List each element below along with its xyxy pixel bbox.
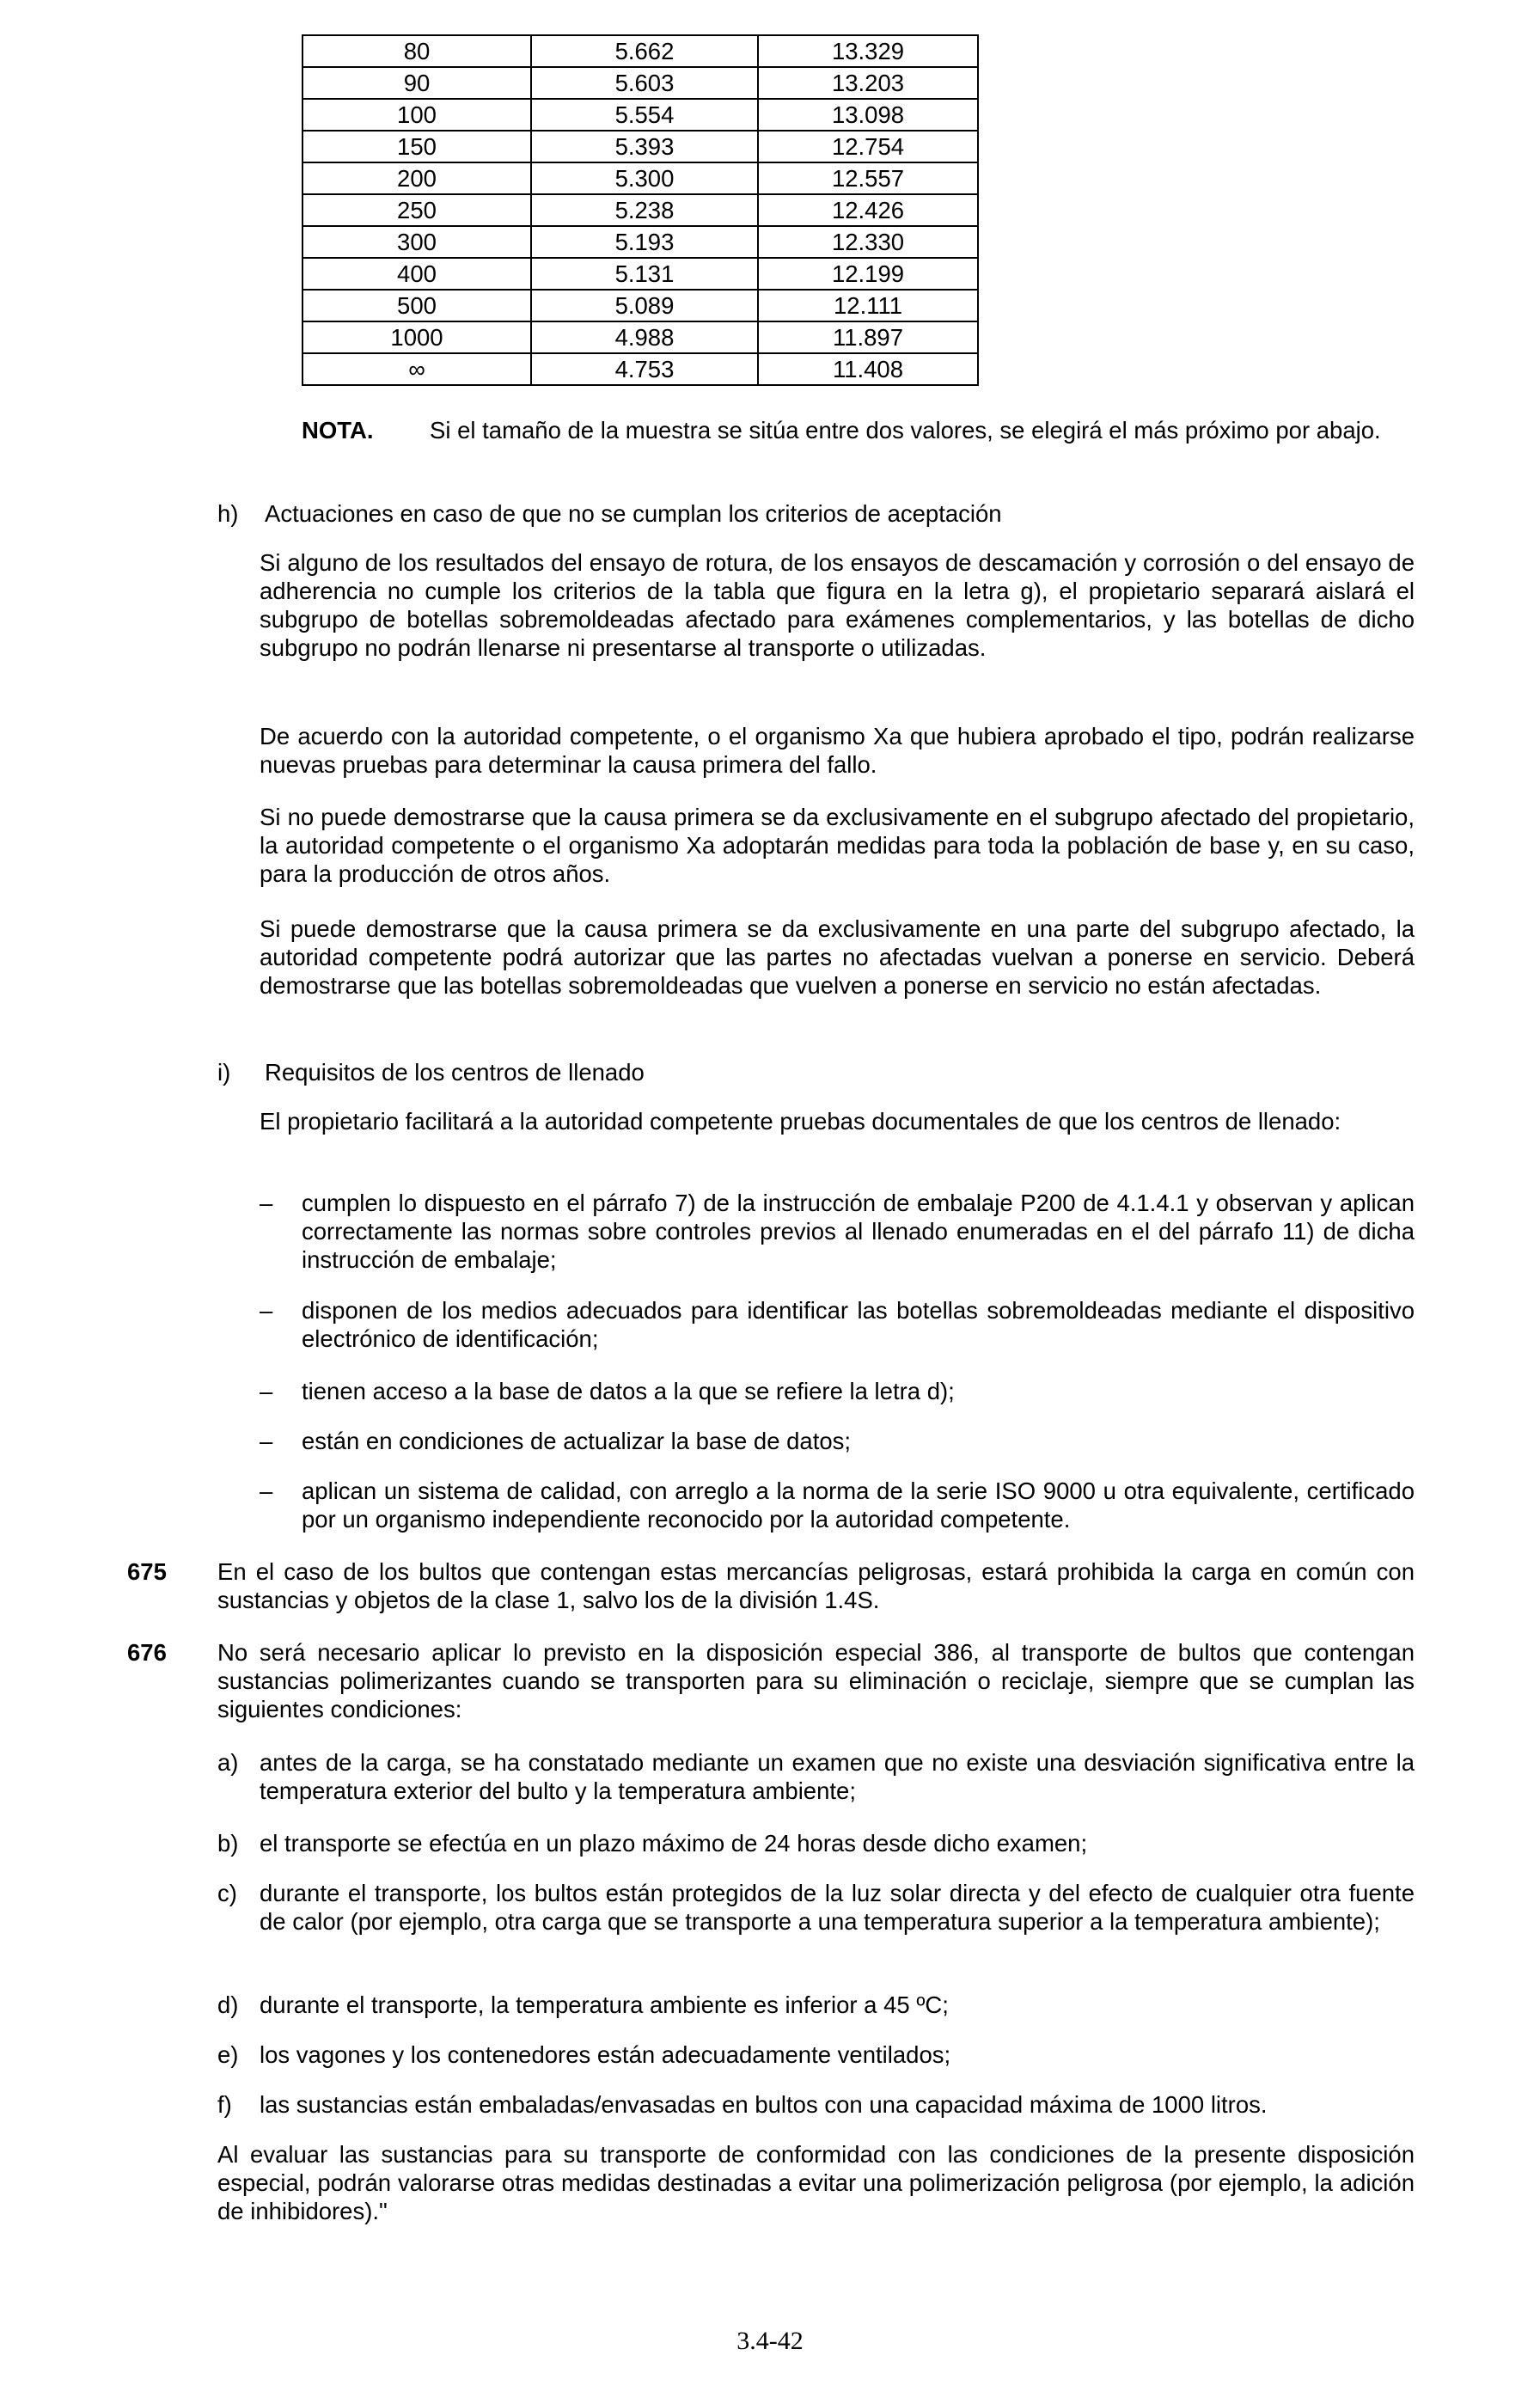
condition-label: b)	[217, 1830, 239, 1857]
dash-marker: –	[260, 1297, 273, 1324]
table-cell: 500	[302, 290, 531, 321]
condition-text: el transporte se efectúa en un plazo máximo de 24 horas desde dicho examen;	[260, 1830, 1088, 1857]
condition-text: los vagones y los contenedores están adecuadamente ventilados;	[260, 2041, 951, 2068]
condition-label: d)	[217, 1991, 239, 2018]
table-cell: 5.662	[531, 35, 758, 67]
table-cell: 150	[302, 131, 531, 162]
note-text: Si el tamaño de la muestra se sitúa entre dos valores, se elegirá el más próximo por abajo.	[430, 417, 1381, 444]
table-row	[302, 67, 978, 99]
table-row	[302, 99, 978, 131]
table-cell: 5.554	[531, 99, 758, 131]
section-h-paragraph: Si puede demostrarse que la causa primera se da exclusivamente en una parte del subgrupo afectado, la autoridad competente podrá autorizar que las partes no afectadas vuelvan a ponerse en servicio. Deberá demostrarse que las botellas sobremoldeadas que vuelven a ponerse en servicio no están afectadas.	[260, 915, 1415, 999]
section-h-label: h)	[217, 500, 239, 527]
table-cell: 12.199	[758, 258, 978, 290]
table-cell: 5.603	[531, 67, 758, 99]
table-cell: 100	[302, 99, 531, 131]
note-label: NOTA.	[302, 417, 374, 444]
condition-text: las sustancias están embaladas/envasadas en bultos con una capacidad máxima de 1000 litros.	[260, 2091, 1268, 2118]
table-cell: 11.408	[758, 353, 978, 385]
section-h-title: Actuaciones en caso de que no se cumplan los criterios de aceptación	[265, 500, 1002, 527]
table-row	[302, 258, 978, 290]
table-cell: 13.329	[758, 35, 978, 67]
condition-text: durante el transporte, los bultos están protegidos de la luz solar directa y del efecto de cualquier otra fuente de calor (por ejemplo, otra carga que se transporte a una temperatura superior a la temperatura ambiente);	[260, 1880, 1415, 1935]
table-cell: 1000	[302, 321, 531, 353]
condition-text: antes de la carga, se ha constatado mediante un examen que no existe una desviación significativa entre la temperatura exterior del bulto y la temperatura ambiente;	[260, 1749, 1415, 1804]
table-cell: 12.557	[758, 162, 978, 194]
table-cell: 90	[302, 67, 531, 99]
condition-text: durante el transporte, la temperatura ambiente es inferior a 45 ºC;	[260, 1991, 949, 2018]
condition-label: c)	[217, 1880, 237, 1906]
table-cell: 300	[302, 226, 531, 258]
dash-marker: –	[260, 1190, 273, 1216]
table-cell: 5.131	[531, 258, 758, 290]
clause-text: En el caso de los bultos que contengan estas mercancías peligrosas, estará prohibida la carga en común con sustancias y objetos de la clase 1, salvo los de la división 1.4S.	[217, 1558, 1415, 1613]
table-row	[302, 131, 978, 162]
table-cell: 250	[302, 194, 531, 226]
table-cell: 12.111	[758, 290, 978, 321]
table-body	[302, 35, 978, 385]
table-cell: 12.330	[758, 226, 978, 258]
table-cell: 13.203	[758, 67, 978, 99]
table-cell: 4.753	[531, 353, 758, 385]
table-row	[302, 226, 978, 258]
table-cell: 12.426	[758, 194, 978, 226]
table-cell: 4.988	[531, 321, 758, 353]
table-row	[302, 162, 978, 194]
table-cell: 11.897	[758, 321, 978, 353]
dash-marker: –	[260, 1477, 273, 1504]
list-item-text: disponen de los medios adecuados para identificar las botellas sobremoldeadas mediante el dispositivo electrónico de identificación;	[302, 1297, 1415, 1352]
table-cell: 80	[302, 35, 531, 67]
table-row	[302, 194, 978, 226]
clause-number: 676	[127, 1639, 167, 1666]
table-cell: ∞	[302, 353, 531, 385]
table-row	[302, 35, 978, 67]
condition-label: a)	[217, 1749, 239, 1776]
sample-size-table	[302, 34, 979, 386]
clause-number: 675	[127, 1558, 167, 1585]
clause-text: No será necesario aplicar lo previsto en la disposición especial 386, al transporte de bultos que contengan sustancias polimerizantes cuando se transporten para su eliminación o reciclaje, siempre que se cumplan las siguientes condiciones:	[217, 1639, 1415, 1722]
table-cell: 5.089	[531, 290, 758, 321]
list-item-text: tienen acceso a la base de datos a la que se refiere la letra d);	[302, 1378, 955, 1404]
condition-label: f)	[217, 2091, 232, 2118]
condition-label: e)	[217, 2041, 239, 2068]
table-row	[302, 353, 978, 385]
section-i-title: Requisitos de los centros de llenado	[265, 1059, 645, 1086]
table-cell: 400	[302, 258, 531, 290]
list-item-text: cumplen lo dispuesto en el párrafo 7) de la instrucción de embalaje P200 de 4.1.4.1 y observan y aplican correctamente las normas sobre controles previos al llenado enumeradas en el del párrafo 11) de dicha instrucción de embalaje;	[302, 1190, 1415, 1273]
table-cell: 5.393	[531, 131, 758, 162]
table-cell: 13.098	[758, 99, 978, 131]
dash-marker: –	[260, 1428, 273, 1454]
section-i-label: i)	[217, 1059, 231, 1086]
table-cell: 5.238	[531, 194, 758, 226]
table-row	[302, 290, 978, 321]
section-h-paragraph: De acuerdo con la autoridad competente, o el organismo Xa que hubiera aprobado el tipo, podrán realizarse nuevas pruebas para determinar la causa primera del fallo.	[260, 723, 1415, 778]
table-cell: 12.754	[758, 131, 978, 162]
section-h-paragraph: Si alguno de los resultados del ensayo de rotura, de los ensayos de descamación y corrosión o del ensayo de adherencia no cumple los criterios de la tabla que figura en la letra g), el propietario separará aislará el subgrupo de botellas sobremoldeadas afectado para exámenes complementarios, y las botellas de dicho subgrupo no podrán llenarse ni presentarse al transporte o utilizadas.	[260, 549, 1415, 661]
page-number: 3.4-42	[736, 2327, 804, 2355]
table-cell: 200	[302, 162, 531, 194]
section-h-paragraph: Si no puede demostrarse que la causa primera se da exclusivamente en el subgrupo afectado del propietario, la autoridad competente o el organismo Xa adoptarán medidas para toda la población de base y, en su caso, para la producción de otros años.	[260, 804, 1415, 887]
table-cell: 5.193	[531, 226, 758, 258]
section-i-intro: El propietario facilitará a la autoridad competente pruebas documentales de que los centros de llenado:	[260, 1108, 1341, 1135]
list-item-text: aplican un sistema de calidad, con arreglo a la norma de la serie ISO 9000 u otra equivalente, certificado por un organismo independiente reconocido por la autoridad competente.	[302, 1477, 1415, 1533]
list-item-text: están en condiciones de actualizar la base de datos;	[302, 1428, 852, 1454]
table-cell: 5.300	[531, 162, 758, 194]
table-row	[302, 321, 978, 353]
dash-marker: –	[260, 1378, 273, 1404]
clause-676-closing: Al evaluar las sustancias para su transporte de conformidad con las condiciones de la presente disposición especial, podrán valorarse otras medidas destinadas a evitar una polimerización peligrosa (por ejemplo, la adición de inhibidores)."	[217, 2141, 1415, 2224]
